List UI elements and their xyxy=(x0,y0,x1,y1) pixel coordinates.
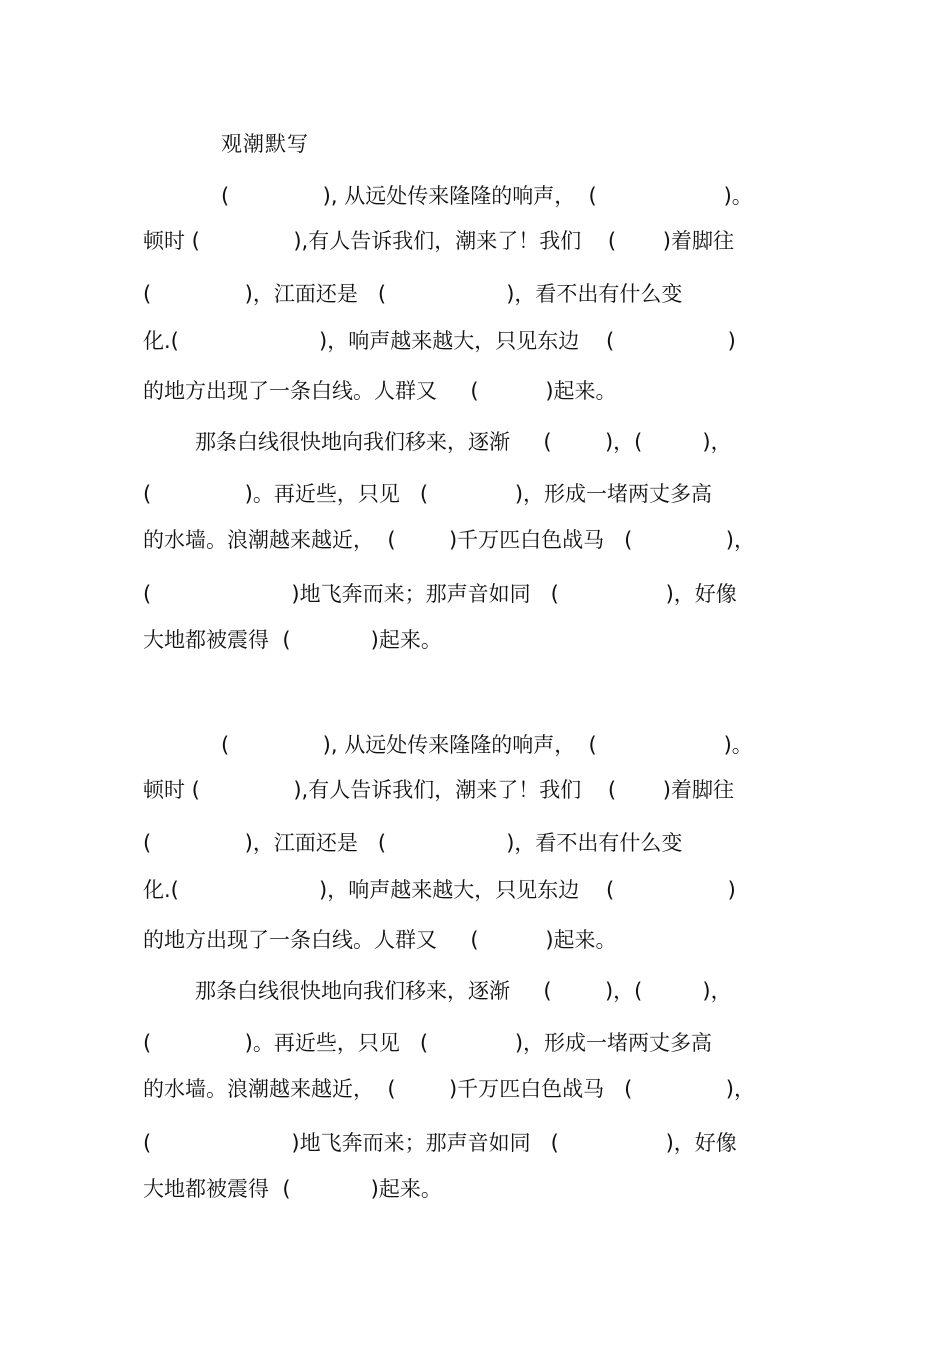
page-title: 观潮默写 xyxy=(221,132,309,156)
exercise-line: ( )。再近些，只见 ( )，形成一堵两丈多高 xyxy=(143,482,713,506)
exercise-line: 顿时 ( ),有人告诉我们，潮来了！我们 ( )着脚往 xyxy=(143,229,735,253)
exercise-line: 那条白线很快地向我们移来，逐渐 ( )，( )， xyxy=(195,979,732,1003)
exercise-line: ( )。再近些，只见 ( )，形成一堵两丈多高 xyxy=(143,1031,713,1055)
exercise-line: ( ), 从远处传来隆隆的响声， ( )。 xyxy=(221,733,753,757)
exercise-line: 的水墙。浪潮越来越近， ( )千万匹白色战马 ( )， xyxy=(143,528,756,552)
exercise-line: 的水墙。浪潮越来越近， ( )千万匹白色战马 ( )， xyxy=(143,1077,756,1101)
exercise-line: ( )地飞奔而来；那声音如同 ( )，好像 xyxy=(143,582,737,606)
exercise-line: 化.( )，响声越来越大，只见东边 ( ) xyxy=(143,329,736,353)
exercise-line: 的地方出现了一条白线。人群又 ( )起来。 xyxy=(143,379,617,403)
exercise-line: ( ), 从远处传来隆隆的响声， ( )。 xyxy=(221,184,753,208)
exercise-line: ( )，江面还是 ( )，看不出有什么变 xyxy=(143,282,683,306)
exercise-line: ( )，江面还是 ( )，看不出有什么变 xyxy=(143,831,683,855)
exercise-line: 大地都被震得 ( )起来。 xyxy=(143,628,442,652)
exercise-line: 顿时 ( ),有人告诉我们，潮来了！我们 ( )着脚往 xyxy=(143,778,735,802)
exercise-line: 的地方出现了一条白线。人群又 ( )起来。 xyxy=(143,928,617,952)
exercise-line: 大地都被震得 ( )起来。 xyxy=(143,1177,442,1201)
exercise-line: 化.( )，响声越来越大，只见东边 ( ) xyxy=(143,878,736,902)
exercise-line: ( )地飞奔而来；那声音如同 ( )，好像 xyxy=(143,1131,737,1155)
exercise-line: 那条白线很快地向我们移来，逐渐 ( )，( )， xyxy=(195,430,732,454)
